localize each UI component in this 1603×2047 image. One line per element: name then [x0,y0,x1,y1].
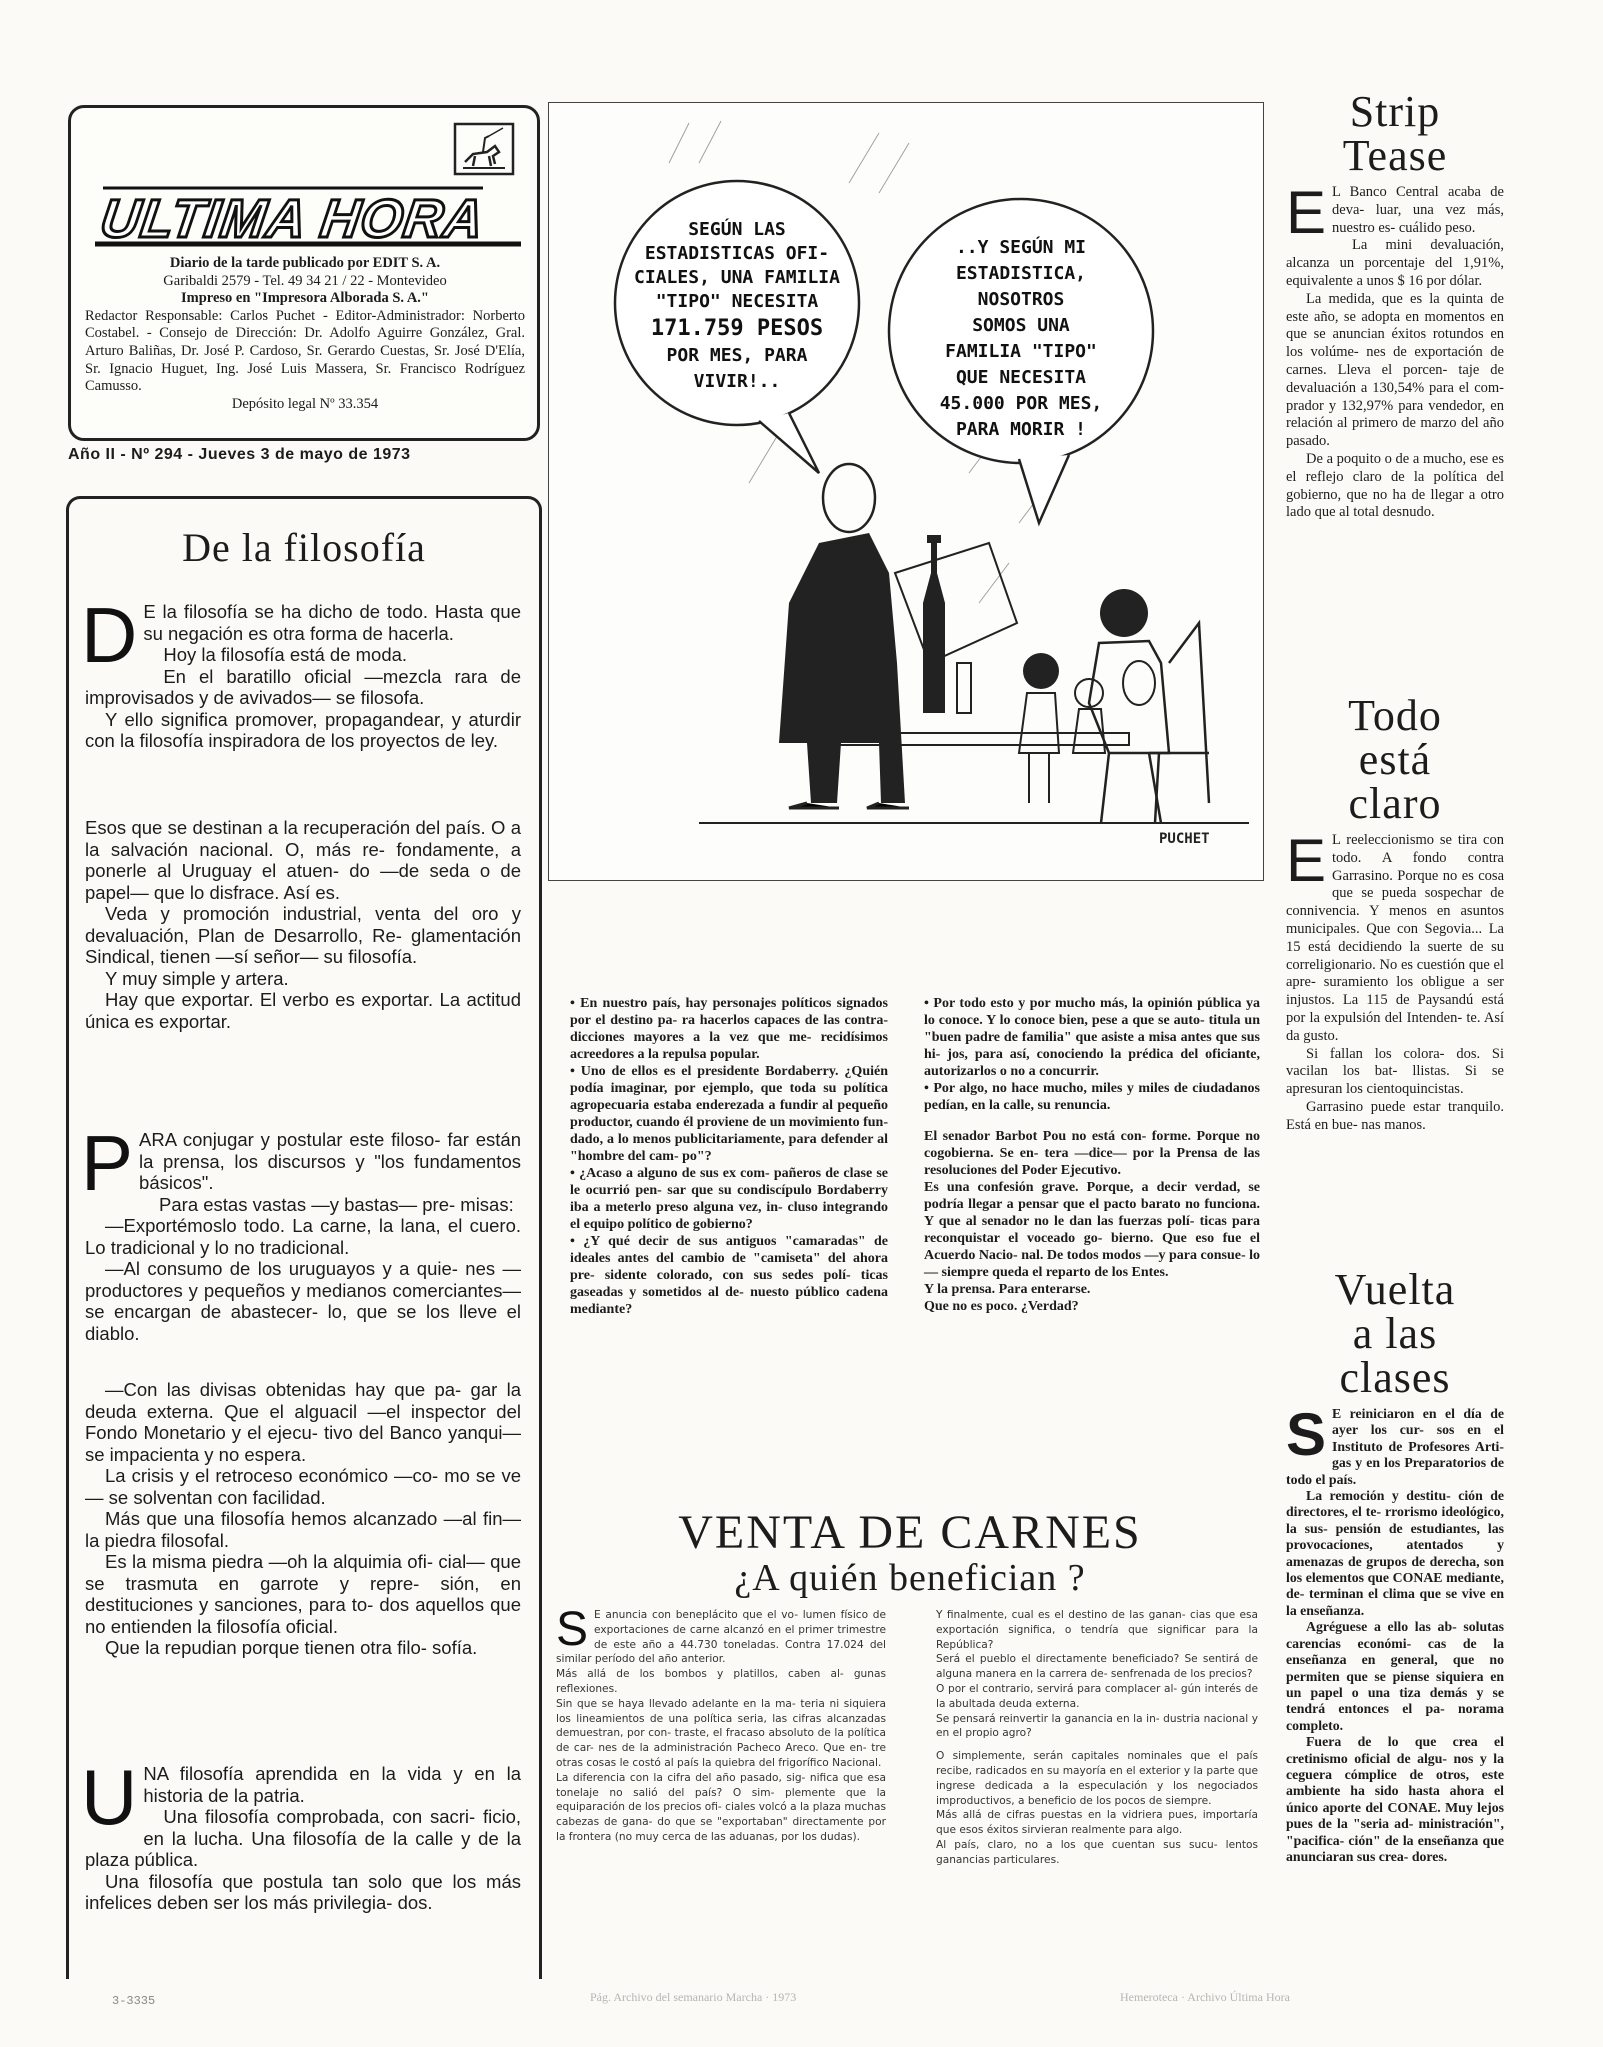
logo-outline-icon [91,184,521,250]
imprint-line: Garibaldi 2579 - Tel. 49 34 21 / 22 - Montevideo [163,272,447,289]
paragraph: Al país, claro, no a los que cuentan sus sucu- lentos ganancias particulares. [936,1838,1258,1866]
title-line: Tease [1342,131,1448,180]
editorial-title: De la filosofía [182,525,426,570]
imprint-line: Redactor Responsable: Carlos Puchet - Editor-Administrador: Norberto Costabel. - Consejo de Dirección: Dr. Adolfo Aguirre González, Gral. Arturo Baliñas, Dr. José P. Cardoso, Sr. Gerardo Cuestas, Sr. José D'Elía, Sr. Ignacio Huguet, Ing. José Luis Massera, Sr. Francisco Rodríguez Camusso. [85,307,525,395]
paragraph: Veda y promoción industrial, venta del oro y devaluación, Plan de Desarrollo, Re- glamentación Sindical, tienen —sí señor— su filosofía. [85,903,521,967]
paragraph: E la filosofía se ha dicho de todo. Hasta que su negación es otra forma de hacerla. [143,601,521,644]
paragraph: Hay que exportar. El verbo es exportar. La actitud única es exportar. [85,989,521,1032]
paragraph: Sin que se haya llevado adelante en la ma- teria ni siquiera los lineamientos de una política seria, las cifras alcanzadas demuestran, por con- traste, el fracaso absoluto de la política de car- nes de la administración Pacheco Areco. Que en- tre otras cosas le costó al país la quiebra del frigorífico Nacional. [556,1697,886,1769]
paragraph: Agréguese a ello las ab- solutas carencias económi- cas de la enseñanza en general, que no permiten que se piense siquiera en un papel o una tiza demás y se tendrá entonces el pa- norama completo. [1286,1619,1504,1733]
title-line: Strip [1349,87,1441,136]
paragraph: De a poquito o de a mucho, ese es el reflejo claro de la política del gobierno, que no ha de llegar a otro lado que al total desnudo. [1286,450,1504,521]
footer-faint-text: Pág. Archivo del semanario Marcha · 1973 [590,1990,797,2004]
venta-subheadline: ¿A quién benefician ? [734,1557,1086,1599]
bubble-left-line: POR MES, PARA [666,345,808,366]
bubble-left-line: 171.759 PESOS [650,316,824,341]
paragraph: ARA conjugar y postular este filoso- far están la prensa, los discursos y "los fundamentos básicos". [139,1129,521,1193]
bubble-right-line: NOSOTROS [977,289,1065,310]
brief-item: El senador Barbot Pou no está con- forme. Porque no cogobierna. Se en- tera —dice— por la Prensa de las resoluciones del Poder Ejecutivo. [924,1129,1260,1178]
venta-column-2 [936,1608,1258,1868]
paragraph: Será el pueblo el directamente beneficiado? Se sentirá de alguna manera en la carrera de- senfrenada de los precios? [936,1653,1258,1681]
paragraph: —Con las divisas obtenidas hay que pa- gar la deuda externa. Que el alguacil —el inspector del Fondo Monetario y el ejecu- tivo del Banco yanqui— se impacienta y no espera. [85,1379,521,1465]
man-figure-icon [779,464,1017,808]
article-body [1286,1401,1504,1865]
article-body [1286,827,1504,1135]
title-line: clases [1339,1353,1451,1402]
paragraph: Garrasino puede estar tranquilo. Está en bue- nas manos. [1286,1098,1504,1133]
logo-text: ULTIMA HORA [96,189,489,249]
paragraph: E anuncia con beneplácito que el vo- lumen físico de exportaciones de carne alcanzó en el primer trimestre de este año a 44.730 toneladas. Contra 17.024 del similar período del año anterior. [556,1609,886,1666]
brief-item: • Por algo, no hace mucho, miles y miles de ciudadanos pedían, en la calle, su renuncia. [924,1081,1260,1113]
paragraph: Y ello significa promover, propagandear, y aturdir con la filosofía inspiradora de los proyectos de ley. [85,708,521,751]
imprint-line: Impreso en "Impresora Alborada S. A." [181,290,429,307]
imprint-line: Diario de la tarde publicado por EDIT S. A. [169,255,441,271]
bubble-left-line: VIVIR!.. [693,371,781,392]
brief-item: Y la prensa. Para enterarse. [924,1282,1091,1297]
paragraph: L Banco Central acaba de deva- luar, una vez más, nuestro es- cuálido peso. [1332,184,1504,236]
editorial-column [66,496,542,1979]
brief-item: • ¿Acaso a alguno de sus ex com- pañeros de clase se le ocurrió pen- sar que su condiscípulo Bordaberry iba a meterlo preso alguna vez, in- cluso integrando el equipo político de gobierno? [570,1166,888,1232]
imprint-line: Depósito legal Nº 33.354 [231,395,379,412]
paragraph: En el baratillo oficial —mezcla rara de improvisados y de avivados— se filosofa. [85,665,521,708]
title-line: Todo [1348,691,1442,740]
bubble-right-line: ESTADISTICA, [955,263,1087,284]
article-title [1286,87,1504,180]
editorial-block-2 [85,817,521,1032]
brief-item: Es una confesión grave. Porque, a decir verdad, se podría llegar a pensar que el pacto barato no funciona. Y que al senador no le dan las fuerzas polí- ticas para reconquistar el voceado go- bierno. Que eso fue el Acuerdo Nacio- nal. De todos modos —y para consue- lo— siempre queda el reparto de los Entes. [924,1180,1260,1280]
article-title [1286,1265,1504,1402]
paragraph: Y muy simple y artera. [105,967,289,989]
paragraph: —Exportémoslo todo. La carne, la lana, el cuero. Lo tradicional y lo no tradicional. [85,1215,521,1258]
todo-esta-claro-article [1286,691,1504,1135]
brief-item: • En nuestro país, hay personajes políticos signados por el destino pa- ra hacerlos capaces de las contra- dicciones mayores a la vez que me- recidísimos acreedores a la repulsa popular. [570,996,888,1062]
logo [91,122,519,250]
footer-mark: 3-3335 [112,1994,156,2008]
cartoon [548,102,1264,881]
paragraph: La mini devaluación, alcanza un porcentaje del 1,91%, equivalente a unos $ 16 por dólar. [1286,237,1504,289]
title-line: está [1358,735,1432,784]
drop-cap: S [1286,1401,1327,1468]
brief-item: Que no es poco. ¿Verdad? [924,1299,1079,1314]
paragraph: NA filosofía aprendida en la vida y en la historia de la patria. [143,1763,521,1806]
horse-rider-logo-icon [453,122,517,178]
vuelta-a-las-clases-article [1286,1265,1504,1865]
dateline: Año II - Nº 294 - Jueves 3 de mayo de 1973 [68,446,411,463]
drop-cap: P [81,1119,134,1207]
bubble-left-line: SEGÚN LAS [688,219,786,240]
paragraph: Esos que se destinan a la recuperación del país. O a la salvación nacional. O, más re- fondamente, a ponerle al Uruguay el atuen- do —de seda o de papel— que lo disfrace. Así es. [85,817,521,903]
paragraph: Una filosofía comprobada, con sacri- ficio, en la lucha. Una filosofía de la calle y de la plaza pública. [85,1806,521,1870]
paragraph: La medida, que es la quinta de este año, se adopta en momentos en que se anuncian éxitos rotundos en los volúme- nes de exportación de carnes. Lleva el porcen- taje de devaluación a 130,54% para el com- prador y 132,97% para vendedor, en relación al primero de marzo del año pasado. [1286,290,1504,450]
title-line: a las [1352,1309,1438,1358]
paragraph: Más que una filosofía hemos alcanzado —al fin— la piedra filosofal. [85,1508,521,1551]
bubble-left-line: CIALES, UNA FAMILIA [634,267,840,288]
paragraph: L reeleccionismo se tira con todo. A fondo contra Garrasino. Porque no es cosa que se pueda sospechar de connivencia. Y menos en asuntos municipales. Que con Segovia... La 15 está decidiendo la suerte de su correligionario. No es cuestión que el apre- suramiento los obligue a ser injustos. La 115 de Paysandú está por la expulsión del Intenden- te. Así da gusto. [1286,832,1504,1044]
paragraph: Para estas vastas —y bastas— pre- misas: [159,1193,514,1215]
bubble-right-line: QUE NECESITA [955,367,1087,388]
bubble-right-line: 45.000 POR MES, [939,393,1103,414]
drop-cap: E [1286,827,1327,894]
title-line: claro [1348,779,1442,828]
paragraph: O simplemente, serán capitales nominales que el país recibe, radicados en su mayoría en el exterior y la parte que ingrese dedicada a la especulación y los negociados improductivos, a beneficio de los pocos de siempre. [936,1750,1258,1807]
paragraph: E reiniciaron en el día de ayer los cur- sos en el Instituto de Profesores Arti- gas y en los Preparatorios de todo el país. [1286,1406,1504,1487]
bubble-left-line: "TIPO" NECESITA [655,291,819,312]
paragraph: Y finalmente, cual es el destino de las ganan- cias que esa exportación significa, o tendría que significar para la República? [936,1609,1258,1651]
paragraph: Fuera de lo que crea el cretinismo oficial de algu- nos y la ceguera cómplice de otros, este ambiente ha sido hasta ahora el único aporte del CONAE. Muy lejos pues de la "seria ad- ministración", "pacifica- ción" de la enseñanza que anunciaran sus crea- dores. [1286,1734,1504,1864]
bubble-left-line: ESTADISTICAS OFI- [644,243,830,264]
speech-bubble-left [615,181,859,473]
bubble-right-line: PARA MORIR ! [955,419,1087,440]
bubble-right-line: ..Y SEGÚN MI [955,237,1087,258]
paragraph: La crisis y el retroceso económico —co- mo se ve— se solventan con facilidad. [85,1465,521,1508]
bubble-right-line: SOMOS UNA [972,315,1070,336]
article-body [1286,179,1504,522]
editorial-block-4 [85,1379,521,1659]
paragraph: Si fallan los colora- dos. Si vacilan los bat- llistas. Si se apresuran los cientoquincistas. [1286,1045,1504,1098]
imprint [85,255,525,413]
paragraph: O por el contrario, servirá para complacer al- gún interés de la abultada deuda externa. [936,1682,1258,1710]
paragraph: La remoción y destitu- ción de directores, el te- rrorismo ideológico, la sus- pensión de estudiantes, las provocaciones, atentados y amenazas de grupos de derecha, son los elementos que CONAE mediante, de- terminan el clima que se vive en la enseñanza. [1286,1488,1504,1618]
drop-cap: S [556,1603,589,1656]
footer-faint-text: Hemeroteca · Archivo Última Hora [1120,1990,1290,2004]
venta-column-1 [556,1603,886,1845]
article-title [1286,691,1504,828]
paragraph: La diferencia con la cifra del año pasado, sig- nifica que esa tonelaje no salió del país? O sim- plemente que la equiparación de los precios ofi- ciales volcó a la plaza muchas cabezas de gana- do que se "exportaban" directamente por la frontera (no muy cerca de las aduanas, por los dudas). [556,1771,886,1843]
cartoon-signature: PUCHET [1159,831,1210,847]
bubble-right-line: FAMILIA "TIPO" [945,341,1097,362]
strip-tease-article [1286,87,1504,522]
drop-cap: U [81,1753,138,1841]
paragraph: Hoy la filosofía está de moda. [163,644,408,665]
masthead [68,105,540,441]
paragraph: Una filosofía que postula tan solo que los más infelices deben ser los más privilegia- dos. [85,1870,521,1913]
editorial-block-5 [81,1753,521,1914]
paragraph: Se pensará reinvertir la ganancia en la in- dustria nacional y en el propio agro? [936,1712,1258,1740]
paragraph: —Al consumo de los uruguayos y a quie- nes —productores y pequeños y medianos comerciantes— se encargan de abastecer- lo, que se los lleve el diablo. [85,1258,521,1344]
drop-cap: E [1286,179,1327,246]
drop-cap: D [81,591,138,679]
briefs-column-1 [570,995,888,1318]
paragraph: Más allá de los bombos y platillos, caben al- gunas reflexiones. [556,1668,886,1695]
brief-item: • ¿Y qué decir de sus antiguos "camaradas" de ideales antes del cambio de "camiseta" del ahora pre- sidente colorado, con sus sedes polí- ticas gaseadas y sometidos al de- nuesto público cadena mediante? [570,1234,888,1317]
children-figure-icon [1019,653,1105,803]
cartoon-drawing [549,103,1263,880]
brief-item: • Uno de ellos es el presidente Bordaberry. ¿Quién podía imaginar, por ejemplo, que toda su política agropecuaria estaba enderezada a fundir al pequeño productor, cuando él proviene de un movimiento fun- dado, a lo menos publicitariamente, para defender al "hombre del cam- po"? [570,1064,888,1164]
title-line: Vuelta [1334,1265,1456,1314]
speech-bubble-right [889,199,1153,523]
editorial-block-1 [81,591,521,752]
paragraph: Es la misma piedra —oh la alquimia ofi- cial— que se trasmuta en garrote y repre- sión, en destituciones y sanciones, para to- dos aquellos que no entienden la filosofía oficial. [85,1551,521,1637]
paragraph: Que la repudian porque tienen otra filo- sofía. [105,1637,478,1658]
briefs-column-2 [924,995,1260,1315]
editorial-block-3 [81,1119,521,1344]
paragraph: Más allá de cifras puestas en la vidriera pues, importaría que esos éxitos sirvieran realmente para algo. [936,1809,1258,1837]
brief-item: • Por todo esto y por mucho más, la opinión pública ya lo conoce. Y lo conoce bien, pese a que se auto- titula un "buen padre de familia" que asiste a misa antes que sus hi- jos, para así, conociendo la prédica del oficiante, autorizarlos o no a concurrir. [924,996,1260,1079]
venta-headline: VENTA DE CARNES [678,1506,1142,1559]
